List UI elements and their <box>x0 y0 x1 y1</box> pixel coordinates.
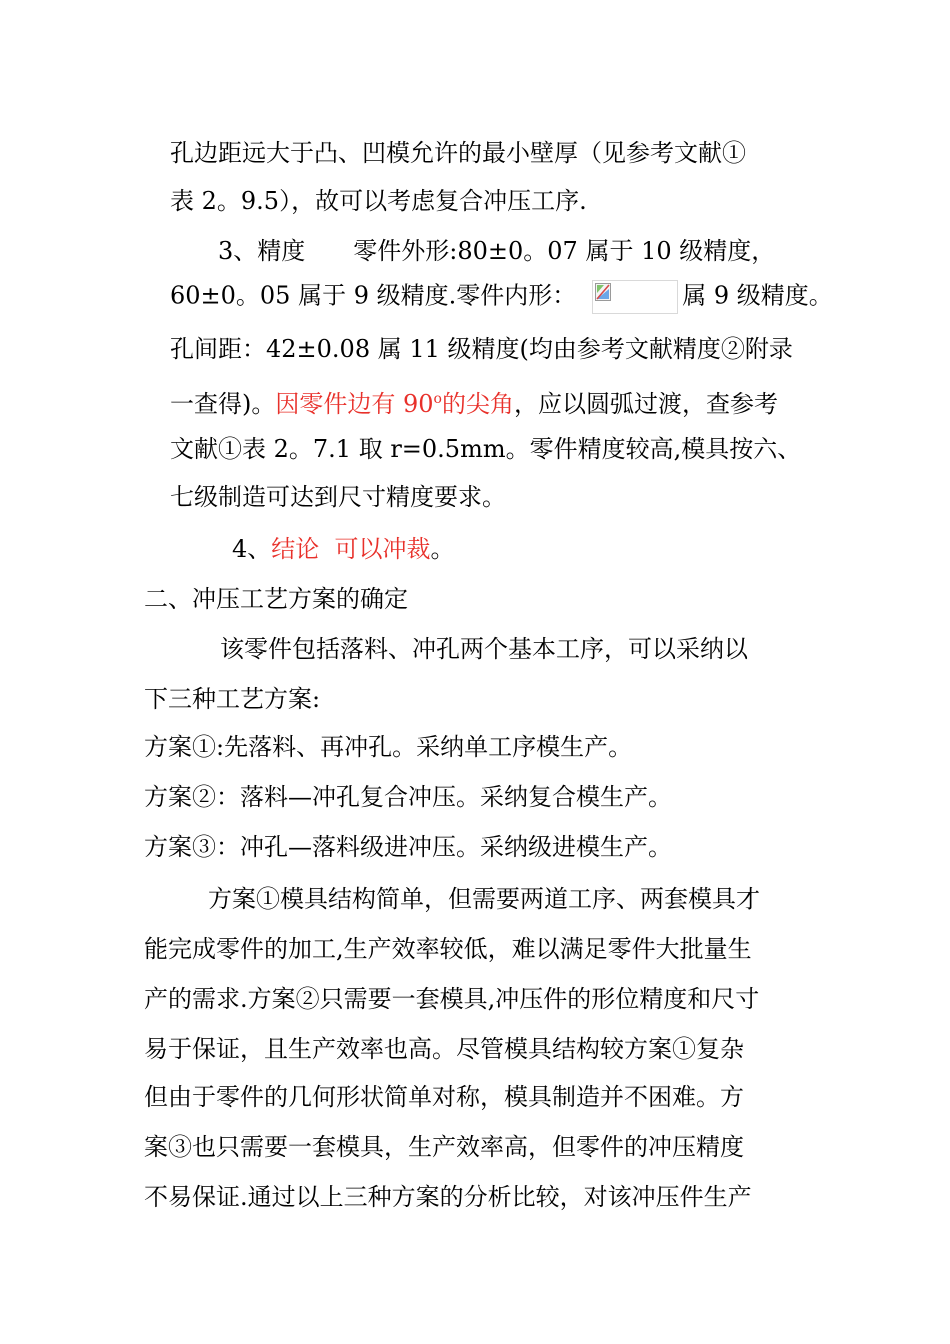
precision-text: 一查得)。 <box>170 390 276 418</box>
analysis-line: 方案①模具结构简单，但需要两道工序、两套模具才 <box>208 885 760 913</box>
analysis-line: 易于保证，且生产效率也高。尽管模具结构较方案①复杂 <box>144 1035 744 1063</box>
degree-superscript: o <box>433 391 442 407</box>
broken-image-icon <box>595 283 611 301</box>
section-heading: 二、冲压工艺方案的确定 <box>144 585 408 613</box>
precision-text: 属 9 级精度。 <box>682 281 833 310</box>
precision-text: 60±0。05 属于 9 级精度.零件内形： <box>170 281 577 310</box>
conclusion-end: 。 <box>430 535 455 563</box>
highlight-text: 的尖角 <box>441 390 514 418</box>
highlight-text: 因零件边有 90 <box>275 390 434 418</box>
paragraph-line: 表 2。9.5），故可以考虑复合冲压工序. <box>170 187 587 215</box>
plan-item: 方案②：落料—冲孔复合冲压。采纳复合模生产。 <box>144 783 672 811</box>
analysis-line: 能完成零件的加工,生产效率较低，难以满足零件大批量生 <box>144 935 752 963</box>
analysis-line: 但由于零件的几何形状简单对称，模具制造并不困难。方 <box>144 1083 744 1111</box>
analysis-line: 不易保证.通过以上三种方案的分析比较，对该冲压件生产 <box>144 1183 752 1211</box>
precision-line <box>170 384 778 419</box>
plan-item: 方案①:先落料、再冲孔。采纳单工序模生产。 <box>144 733 633 761</box>
analysis-line: 产的需求.方案②只需要一套模具,冲压件的形位精度和尺寸 <box>144 985 760 1013</box>
precision-line: 孔间距：42±0.08 属 11 级精度(均由参考文献精度②附录 <box>170 335 793 363</box>
analysis-line: 案③也只需要一套模具，生产效率高，但零件的冲压精度 <box>144 1133 744 1161</box>
plan-item: 方案③：冲孔—落料级进冲压。采纳级进模生产。 <box>144 833 672 861</box>
conclusion-line <box>232 534 455 564</box>
precision-line: 七级制造可达到尺寸精度要求。 <box>170 483 506 511</box>
conclusion-number: 4、 <box>232 535 272 563</box>
intro-line: 该零件包括落料、冲孔两个基本工序，可以采纳以 <box>220 635 748 663</box>
conclusion-text: 结论 可以冲裁 <box>271 535 431 563</box>
precision-text: ，应以圆弧过渡，查参考 <box>513 390 778 418</box>
precision-line <box>170 280 833 314</box>
precision-heading-line: 3、精度 零件外形:80±0。07 属于 10 级精度， <box>218 237 776 265</box>
broken-image-placeholder <box>592 280 678 314</box>
intro-line: 下三种工艺方案: <box>144 685 321 713</box>
paragraph-line: 孔边距远大于凸、凹模允许的最小壁厚（见参考文献① <box>170 139 746 167</box>
precision-line: 文献①表 2。7.1 取 r=0.5mm。零件精度较高,模具按六、 <box>170 435 802 463</box>
